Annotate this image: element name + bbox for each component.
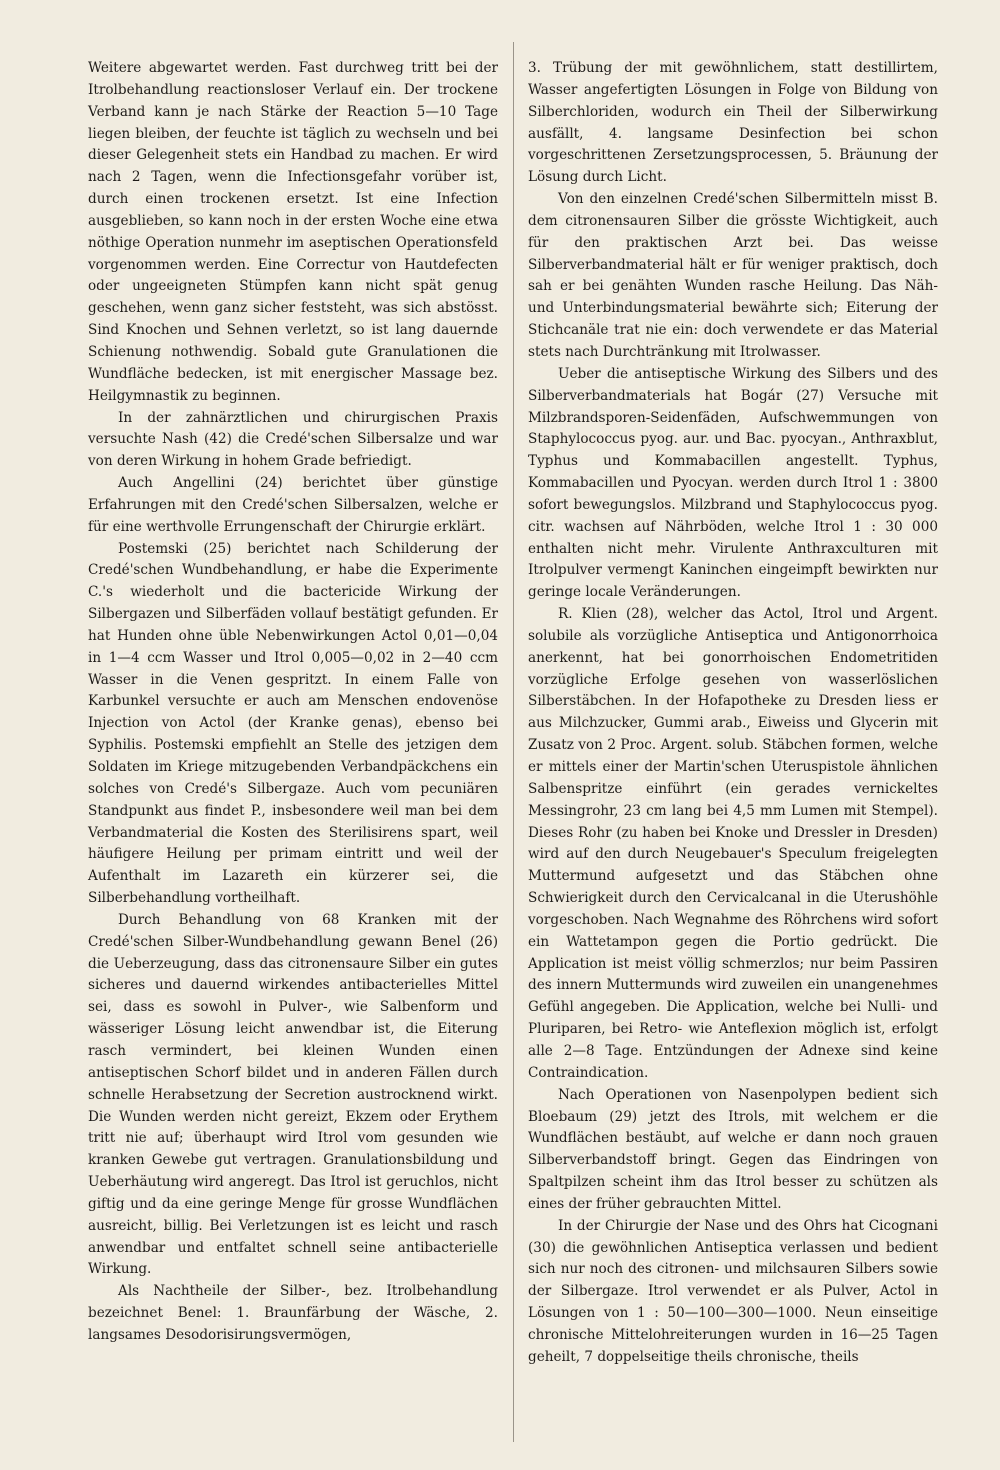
paragraph: 3. Trübung der mit gewöhnlichem, statt destillirtem, Wasser angefertigten Lösungen in Folge von Bildung von Silberchloriden, wodurch ein Theil der Silberwirkung ausfällt, 4. langsame Desinfection bei schon vorgeschrittenen Zersetzungsprocessen, 5. Bräunung der Lösung durch Licht.	[528, 60, 938, 186]
left-column	[88, 58, 498, 1347]
paragraph: Postemski (25) berichtet nach Schilderung der Credé'schen Wundbehandlung, er habe die Experimente C.'s wiederholt und die bactericide Wirkung der Silbergazen und Silberfäden vollauf bestätigt gefunden. Er hat Hunden ohne üble Nebenwirkungen Actol 0,01—0,04 in 1—4 ccm Wasser und Itrol 0,005—0,02 in 2—40 ccm Wasser in die Venen gespritzt. In einem Falle von Karbunkel versuchte er auch am Menschen endovenöse Injection von Actol (der Kranke genas), ebenso bei Syphilis. Postemski empfiehlt an Stelle des jetzigen dem Soldaten im Kriege mitzugebenden Verbandpäckchens ein solches von Credé's Silbergaze. Auch vom pecuniären Standpunkt aus findet P., insbesondere weil man bei dem Verbandmaterial die Kosten des Sterilisirens spart, weil häufigere Heilung per primam eintritt und weil der Aufenthalt im Lazareth ein kürzerer sei, die Silberbehandlung vortheilhaft.	[88, 540, 498, 907]
column-divider	[513, 42, 514, 1442]
paragraph: Als Nachtheile der Silber-, bez. Itrolbehandlung bezeichnet Benel: 1. Braunfärbung der Wäsche, 2. langsames Desodorisirungsvermögen,	[88, 1283, 498, 1343]
paragraph: Weitere abgewartet werden. Fast durchweg tritt bei der Itrolbehandlung reactionsloser Verlauf ein. Der trockene Verband kann je nach Stärke der Reaction 5—10 Tage liegen bleiben, der feuchte ist täglich zu wechseln und bei dieser Gelegenheit stets ein Handbad zu machen. Er wird nach 2 Tagen, wenn die Infectionsgefahr vorüber ist, durch einen trockenen ersetzt. Ist eine Infection ausgeblieben, so kann noch in der ersten Woche eine etwa nöthige Operation nunmehr im aseptischen Operationsfeld vorgenommen werden. Eine Correctur von Hautdefecten oder ungeeigneten Stümpfen kann nicht spät genug geschehen, wenn ganz sicher feststeht, was sich abstösst. Sind Knochen und Sehnen verletzt, so ist lang dauernde Schienung nothwendig. Sobald gute Granulationen die Wundfläche bedecken, ist mit energischer Massage bez. Heilgymnastik zu beginnen.	[88, 60, 498, 404]
paragraph: Durch Behandlung von 68 Kranken mit der Credé'schen Silber-Wundbehandlung gewann Benel (26) die Ueberzeugung, dass das citronensaure Silber ein gutes sicheres und dauernd wirkendes antibacterielles Mittel sei, dass es sowohl in Pulver-, wie Salbenform und wässeriger Lösung leicht anwendbar ist, die Eiterung rasch vermindert, bei kleinen Wunden einen antiseptischen Schorf bildet und in anderen Fällen durch schnelle Herabsetzung der Secretion austrocknend wirkt. Die Wunden werden nicht gereizt, Ekzem oder Erythem tritt nie auf; überhaupt wird Itrol vom gesunden wie kranken Gewebe gut vertragen. Granulationsbildung und Ueberhäutung wird angeregt. Das Itrol ist geruchlos, nicht giftig und da eine geringe Menge für grosse Wundflächen ausreicht, billig. Bei Verletzungen ist es leicht und rasch anwendbar und entfaltet schnell seine antibacterielle Wirkung.	[88, 911, 498, 1278]
paragraph: Nach Operationen von Nasenpolypen bedient sich Bloebaum (29) jetzt des Itrols, mit welchem er die Wundflächen bestäubt, auf welche er dann noch grauen Silberverbandstoff bringt. Gegen das Eindringen von Spaltpilzen scheint ihm das Itrol besser zu schützen als eines der früher gebrauchten Mittel.	[528, 1086, 938, 1212]
paragraph: Ueber die antiseptische Wirkung des Silbers und des Silberverbandmaterials hat Bogár (27) Versuche mit Milzbrandsporen-Seidenfäden, Aufschwemmungen von Staphylococcus pyog. aur. und Bac. pyocyan., Anthraxblut, Typhus und Kommabacillen angestellt. Typhus, Kommabacillen und Pyocyan. werden durch Itrol 1 : 3800 sofort bewegungslos. Milzbrand und Staphylococcus pyog. citr. wachsen auf Nährböden, welche Itrol 1 : 30 000 enthalten nicht mehr. Virulente Anthraxculturen mit Itrolpulver vermengt Kaninchen eingeimpft bewirkten nur geringe locale Veränderungen.	[528, 365, 938, 601]
right-column	[528, 58, 938, 1369]
paragraph: Auch Angellini (24) berichtet über günstige Erfahrungen mit den Credé'schen Silbersalzen, welche er für eine werthvolle Errungenschaft der Chirurgie erklärt.	[88, 475, 498, 535]
paragraph: R. Klien (28), welcher das Actol, Itrol und Argent. solubile als vorzügliche Antiseptica und Antigonorrhoica anerkennt, hat bei gonorrhoischen Endometritiden vorzügliche Erfolge gesehen von wasserlöslichen Silberstäbchen. In der Hofapotheke zu Dresden liess er aus Milchzucker, Gummi arab., Eiweiss und Glycerin mit Zusatz von 2 Proc. Argent. solub. Stäbchen formen, welche er mittels einer der Martin'schen Uteruspistole ähnlichen Salbenspritze einführt (ein gerades vernickeltes Messingrohr, 23 cm lang bei 4,5 mm Lumen mit Stempel). Dieses Rohr (zu haben bei Knoke und Dressler in Dresden) wird auf den durch Neugebauer's Speculum freigelegten Muttermund aufgesetzt und das Stäbchen ohne Schwierigkeit durch den Cervicalcanal in die Uterushöhle vorgeschoben. Nach Wegnahme des Röhrchens wird sofort ein Wattetampon gegen die Portio gedrückt. Die Application ist meist völlig schmerzlos; nur beim Passiren des innern Muttermunds wird zuweilen ein unangenehmes Gefühl angegeben. Die Application, welche bei Nulli- und Pluriparen, bei Retro- wie Anteflexion möglich ist, erfolgt alle 2—8 Tage. Entzündungen der Adnexe sind keine Contraindication.	[528, 606, 938, 1081]
paragraph: Von den einzelnen Credé'schen Silbermitteln misst B. dem citronensauren Silber die grösste Wichtigkeit, auch für den praktischen Arzt bei. Das weisse Silberverbandmaterial hält er für weniger praktisch, doch sah er bei genähten Wunden rasche Heilung. Das Näh- und Unterbindungsmaterial bewährte sich; Eiterung der Stichcanäle trat nie ein: doch verwendete er das Material stets nach Durchtränkung mit Itrolwasser.	[528, 191, 938, 360]
paragraph: In der Chirurgie der Nase und des Ohrs hat Cicognani (30) die gewöhnlichen Antiseptica verlassen und bedient sich nur noch des citronen- und milchsauren Silbers sowie der Silbergaze. Itrol verwendet er als Pulver, Actol in Lösungen von 1 : 50—100—300—1000. Neun einseitige chronische Mittelohreiterungen wurden in 16—25 Tagen geheilt, 7 doppelseitige theils chronische, theils	[528, 1217, 938, 1365]
paragraph: In der zahnärztlichen und chirurgischen Praxis versuchte Nash (42) die Credé'schen Silbersalze und war von deren Wirkung in hohem Grade befriedigt.	[88, 409, 498, 470]
